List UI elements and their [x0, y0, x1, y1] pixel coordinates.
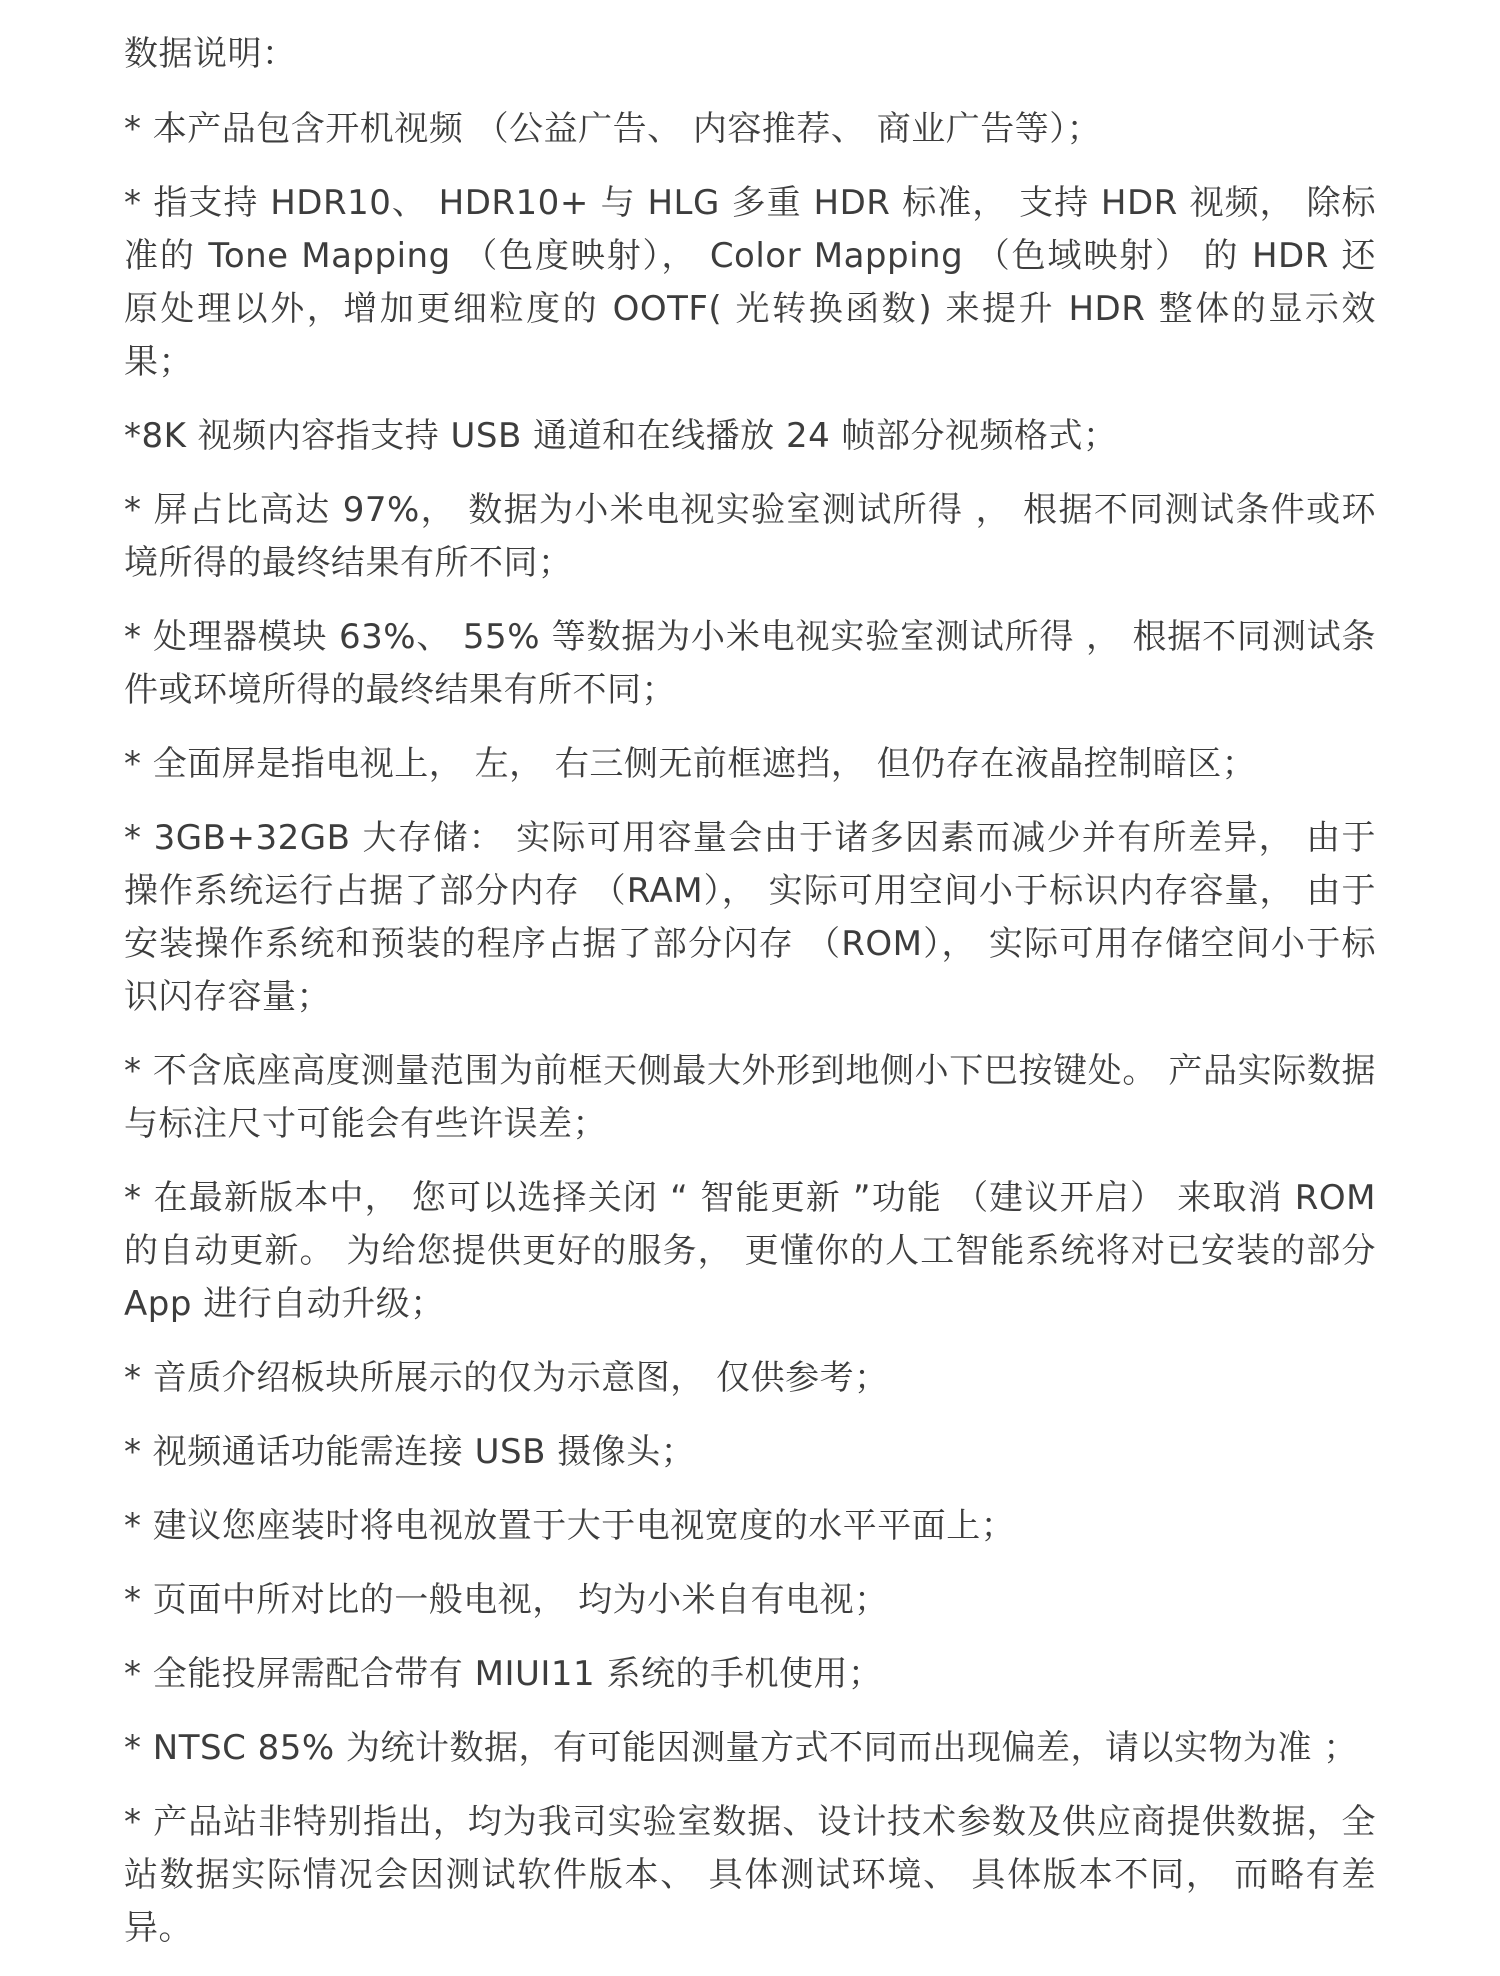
note-hdr-standards: * 指支持 HDR10、 HDR10+ 与 HLG 多重 HDR 标准， 支持 HDR 视频， 除标准的 Tone Mapping （色度映射）， Color Mapping （色域映射） 的 HDR 还原处理以外，增加更细粒度的 OOTF( 光转换函数) 来提升 HDR 整体的显示效果；: [124, 183, 1376, 382]
note-screen-ratio: * 屏占比高达 97%， 数据为小米电视实验室测试所得 ， 根据不同测试条件或环境所得的最终结果有所不同；: [124, 490, 1376, 583]
document-title: 数据说明：: [124, 34, 297, 74]
notes-list: [124, 103, 1376, 1955]
note-data-sources: * 产品站非特别指出，均为我司实验室数据、设计技术参数及供应商提供数据，全站数据实际情况会因测试软件版本、 具体测试环境、 具体版本不同， 而略有差异。: [124, 1802, 1376, 1948]
note-comparison-tv: * 页面中所对比的一般电视， 均为小米自有电视；: [124, 1580, 889, 1620]
note-boot-video: * 本产品包含开机视频 （公益广告、 内容推荐、 商业广告等）；: [124, 109, 1102, 149]
note-storage: * 3GB+32GB 大存储： 实际可用容量会由于诸多因素而减少并有所差异， 由于操作系统运行占据了部分内存 （RAM）， 实际可用空间小于标识内存容量， 由于安装操作系统和预装的程序占据了部分闪存 （ROM）， 实际可用存储空间小于标识闪存容量；: [124, 818, 1376, 1017]
note-ntsc: * NTSC 85% 为统计数据，有可能因测量方式不同而出现偏差，请以实物为准 ；: [124, 1728, 1358, 1768]
note-video-call: * 视频通话功能需连接 USB 摄像头；: [124, 1432, 696, 1472]
note-placement: * 建议您座装时将电视放置于大于电视宽度的水平平面上；: [124, 1506, 1016, 1546]
note-audio-illustration: * 音质介绍板块所展示的仅为示意图， 仅供参考；: [124, 1358, 889, 1398]
note-full-screen: * 全面屏是指电视上， 左， 右三侧无前框遮挡， 但仍存在液晶控制暗区；: [124, 744, 1257, 784]
note-smart-update: * 在最新版本中， 您可以选择关闭 “ 智能更新 ”功能 （建议开启） 来取消 ROM 的自动更新。 为给您提供更好的服务， 更懂你的人工智能系统将对已安装的部分 App 进行自动升级；: [124, 1178, 1376, 1324]
data-notes-document: [124, 28, 1376, 1976]
note-processor-module: * 处理器模块 63%、 55% 等数据为小米电视实验室测试所得 ， 根据不同测试条件或环境所得的最终结果有所不同；: [124, 617, 1376, 710]
note-8k-video: *8K 视频内容指支持 USB 通道和在线播放 24 帧部分视频格式；: [124, 416, 1118, 456]
note-height-measurement: * 不含底座高度测量范围为前框天侧最大外形到地侧小下巴按键处。 产品实际数据与标注尺寸可能会有些许误差；: [124, 1051, 1376, 1144]
note-screen-casting: * 全能投屏需配合带有 MIUI11 系统的手机使用；: [124, 1654, 883, 1694]
